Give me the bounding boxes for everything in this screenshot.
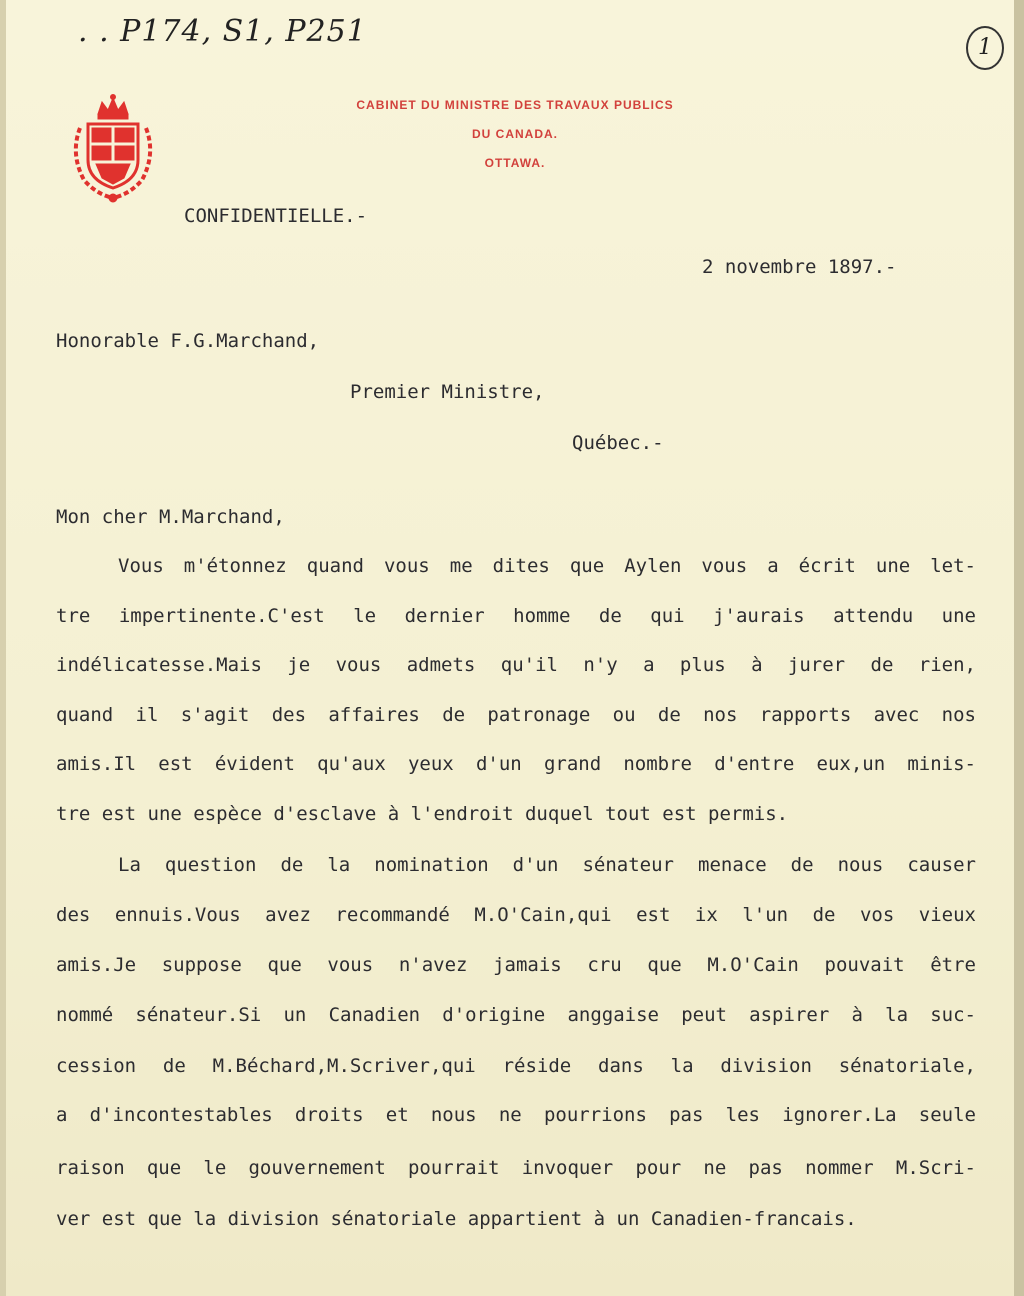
letterhead-country: DU CANADA. [472, 127, 558, 141]
page-edge-left [0, 0, 6, 1296]
letter-date: 2 novembre 1897.- [702, 256, 897, 278]
body-line: raison que le gouvernement pourrait invoquer pour ne pas nommer M.Scri- [56, 1157, 976, 1179]
body-line: a d'incontestables droits et nous ne pourrions pas les ignorer.La seule [56, 1104, 976, 1126]
body-line: cession de M.Béchard,M.Scriver,qui réside dans la division sénatoriale, [56, 1055, 976, 1077]
recipient-name: Honorable F.G.Marchand, [56, 330, 320, 352]
page-number: 1 [966, 26, 1004, 70]
body-line: amis.Je suppose que vous n'avez jamais cru que M.O'Cain pouvait être [56, 954, 976, 976]
body-line: Vous m'étonnez quand vous me dites que Aylen vous a écrit une let- [118, 555, 976, 577]
recipient-place: Québec.- [572, 432, 664, 454]
confidential-mark: CONFIDENTIELLE.- [184, 205, 368, 227]
letterhead-office: CABINET DU MINISTRE DES TRAVAUX PUBLICS [356, 98, 674, 112]
body-line: amis.Il est évident qu'aux yeux d'un grand nombre d'entre eux,un minis- [56, 753, 976, 775]
body-line: La question de la nomination d'un sénateur menace de nous causer [118, 854, 976, 876]
body-line: tre impertinente.C'est le dernier homme de qui j'aurais attendu une [56, 605, 976, 627]
body-line: nommé sénateur.Si un Canadien d'origine anggaise peut aspirer à la suc- [56, 1004, 976, 1026]
salutation: Mon cher M.Marchand, [56, 506, 285, 528]
body-line: tre est une espèce d'esclave à l'endroit duquel tout est permis. [56, 803, 789, 825]
body-line: indélicatesse.Mais je vous admets qu'il n'y a plus à jurer de rien, [56, 654, 976, 676]
archive-reference: . . P174, S1, P251 [78, 14, 367, 49]
body-line: quand il s'agit des affaires de patronage ou de nos rapports avec nos [56, 704, 976, 726]
recipient-title: Premier Ministre, [350, 381, 545, 403]
letterhead-city: OTTAWA. [484, 156, 546, 170]
coat-of-arms-icon [66, 94, 160, 204]
body-line: des ennuis.Vous avez recommandé M.O'Cain,qui est ix l'un de vos vieux [56, 904, 976, 926]
letterhead [330, 98, 700, 185]
body-line: ver est que la division sénatoriale appartient à un Canadien-francais. [56, 1208, 857, 1230]
page-edge-right [1014, 0, 1024, 1296]
